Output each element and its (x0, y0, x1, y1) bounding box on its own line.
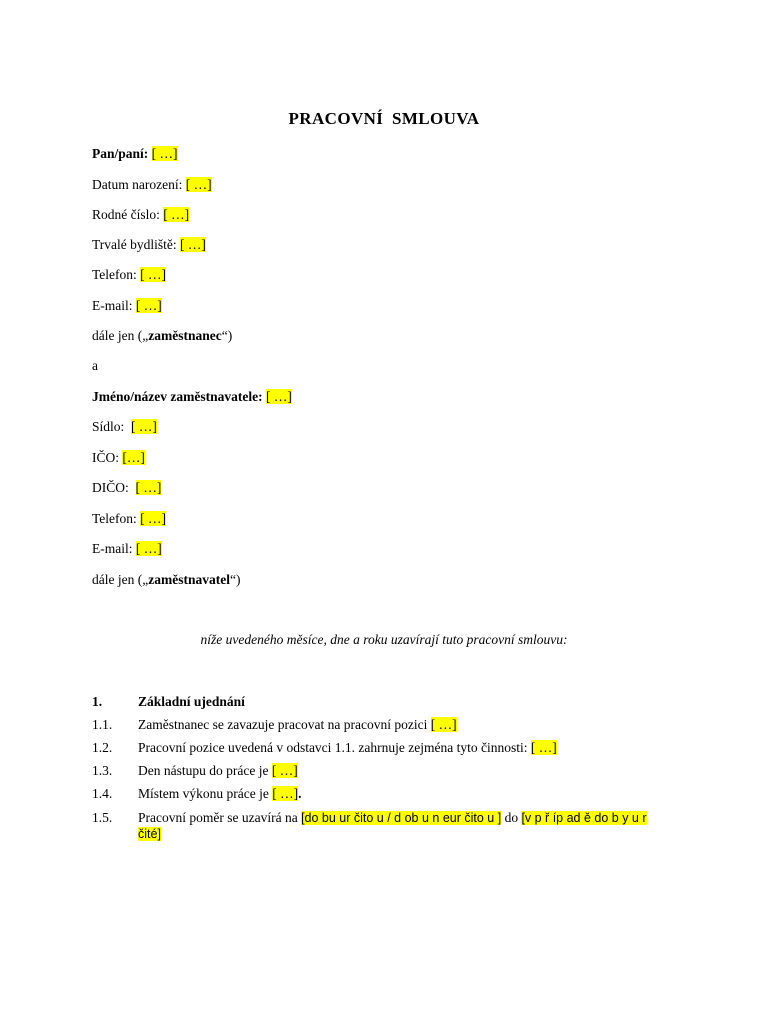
birth-date-line (92, 177, 212, 193)
clause-body: Pracovní poměr se uzavírá na (138, 810, 298, 825)
conjunction: a (92, 358, 98, 373)
document-title: PRACOVNÍ SMLOUVA (288, 109, 480, 128)
dic-line (92, 480, 161, 496)
hereinafter-suffix: “) (221, 328, 233, 343)
seat-line (92, 419, 157, 435)
placeholder-field: [ …] (265, 389, 292, 404)
seat-label: Sídlo: (92, 419, 125, 434)
hereinafter-prefix: dále jen („ (92, 572, 149, 587)
hereinafter-term: zaměstnavatel (148, 572, 230, 587)
hereinafter-prefix: dále jen („ (92, 328, 149, 343)
birth-number-line (92, 207, 189, 223)
employee-hereinafter-line (92, 328, 232, 344)
clause-number: 1.4. (92, 786, 113, 801)
placeholder-field: [ …] (272, 786, 299, 801)
placeholder-field: [ …] (185, 177, 212, 192)
employer-hereinafter-line (92, 572, 240, 588)
employer-email-line (92, 541, 162, 557)
phone-label: Telefon: (92, 511, 137, 526)
placeholder-field: [ …] (135, 541, 162, 556)
placeholder-field: [ …] (140, 267, 167, 282)
placeholder-field: [ …] (135, 298, 162, 313)
employee-phone-line (92, 267, 166, 283)
employer-name-line (92, 389, 292, 405)
placeholder-field: [ …] (180, 237, 206, 252)
employer-phone-line (92, 511, 166, 527)
phone-label: Telefon: (92, 267, 137, 282)
employee-email-line (92, 298, 162, 314)
clause-number: 1.5. (92, 810, 113, 825)
placeholder-field: [ …] (271, 763, 298, 778)
ico-label: IČO: (92, 450, 119, 465)
section-number: 1. (92, 694, 103, 709)
placeholder-field: [ …] (135, 480, 162, 495)
section-heading: Základní ujednání (138, 694, 245, 709)
clause-text (138, 763, 298, 779)
clause-number: 1.1. (92, 717, 113, 732)
hereinafter-term: zaměstnanec (148, 328, 222, 343)
clause-end: . (298, 786, 302, 801)
placeholder-field: [ …] (131, 419, 157, 434)
placeholder-field: [ …] (430, 717, 457, 732)
clause-number: 1.2. (92, 740, 113, 755)
hereinafter-suffix: “) (229, 572, 241, 587)
clause-body: Zaměstnanec se zavazuje pracovat na pracovní pozici (138, 717, 428, 732)
clause-number: 1.3. (92, 763, 113, 778)
clause-body: Pracovní pozice uvedená v odstavci 1.1. zahrnuje zejména tyto činnosti: (138, 740, 528, 755)
ico-line (92, 450, 145, 466)
placeholder-field: [ …] (530, 740, 557, 755)
birth-number-label: Rodné číslo: (92, 207, 160, 222)
clause-text (138, 810, 658, 842)
clause-text (138, 786, 301, 802)
address-line (92, 237, 206, 253)
dic-label: DIČO: (92, 480, 129, 495)
option-duration: [do bu ur čito u / d ob u n eur čito u ] (301, 811, 502, 825)
placeholder-field: [ …] (163, 207, 190, 222)
placeholder-field: [ …] (140, 511, 167, 526)
placeholder-field: […] (122, 450, 145, 465)
clause-text (138, 717, 457, 733)
placeholder-field: [ …] (151, 146, 178, 161)
option-fixed-term: [v p ř íp ad ě do b y u r čité] (138, 811, 647, 841)
email-label: E-mail: (92, 541, 133, 556)
clause-body: Místem výkonu práce je (138, 786, 269, 801)
employee-name-line (92, 146, 178, 162)
intro-statement: níže uvedeného měsíce, dne a roku uzavírají tuto pracovní smlouvu: (200, 632, 568, 647)
clause-text (138, 740, 557, 756)
address-label: Trvalé bydliště: (92, 237, 177, 252)
clause-body: Den nástupu do práce je (138, 763, 269, 778)
email-label: E-mail: (92, 298, 133, 313)
employer-name-label: Jméno/název zaměstnavatele: (92, 389, 263, 404)
employee-name-label: Pan/paní: (92, 146, 149, 161)
clause-connector: do (504, 810, 519, 825)
birth-date-label: Datum narození: (92, 177, 183, 192)
